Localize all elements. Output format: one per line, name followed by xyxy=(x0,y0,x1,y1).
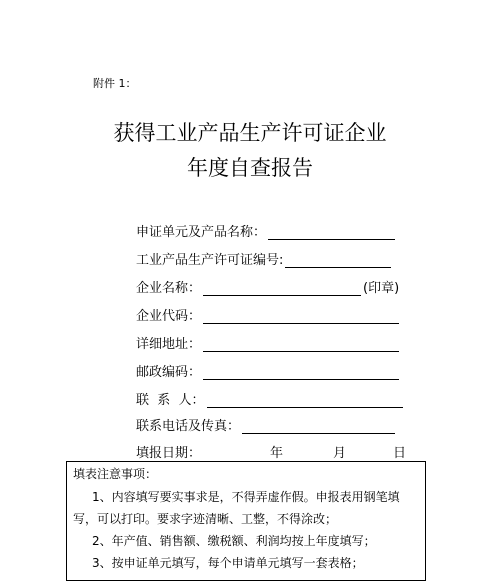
fill-line xyxy=(203,339,399,352)
fill-line xyxy=(203,311,399,324)
note-item-3: 3、按申证单元填写，每个申请单元填写一套表格； xyxy=(92,556,364,570)
seal-note: (印章) xyxy=(363,281,400,296)
field-company-code xyxy=(136,305,399,324)
date-day: 日 xyxy=(393,446,407,461)
report-title-line-1: 获得工业产品生产许可证企业 xyxy=(113,121,387,145)
note-item-1-line-2: 写，可以打印。要求字迹清晰、工整，不得涂改； xyxy=(73,512,338,526)
date-month: 月 xyxy=(333,446,347,461)
field-product-name xyxy=(136,221,395,240)
field-license-number xyxy=(136,249,391,268)
notes-heading: 填表注意事项： xyxy=(73,467,158,481)
fill-line xyxy=(203,367,399,380)
field-label: 联 系 人： xyxy=(136,393,205,408)
field-label: 企业代码： xyxy=(136,309,202,324)
field-label: 申证单元及产品名称： xyxy=(136,225,267,240)
field-postal-code xyxy=(136,361,399,380)
note-item-1-line-1: 1、内容填写要实事求是，不得弄虚作假。申报表用钢笔填 xyxy=(92,490,400,504)
field-phone-fax xyxy=(136,415,395,434)
field-address xyxy=(136,333,399,352)
field-label: 联系电话及传真： xyxy=(136,419,241,434)
report-title-line-2: 年度自查报告 xyxy=(187,156,313,180)
note-item-2: 2、年产值、销售额、缴税额、利润均按上年度填写； xyxy=(92,534,376,548)
fill-line xyxy=(203,283,361,296)
field-label: 详细地址： xyxy=(136,337,202,352)
date-year: 年 xyxy=(270,446,284,461)
field-label: 邮政编码： xyxy=(136,365,202,380)
field-company-name xyxy=(136,277,399,296)
notes-box xyxy=(66,461,426,581)
field-label: 企业名称： xyxy=(136,281,202,296)
fill-line xyxy=(242,421,395,434)
date-label: 填报日期： xyxy=(136,446,202,461)
attachment-label: 附件 1： xyxy=(93,77,137,90)
fill-line xyxy=(207,395,403,408)
field-label: 工业产品生产许可证编号: xyxy=(136,253,284,268)
fill-line xyxy=(268,227,395,240)
field-contact-person xyxy=(136,389,403,408)
fill-line xyxy=(285,255,391,268)
